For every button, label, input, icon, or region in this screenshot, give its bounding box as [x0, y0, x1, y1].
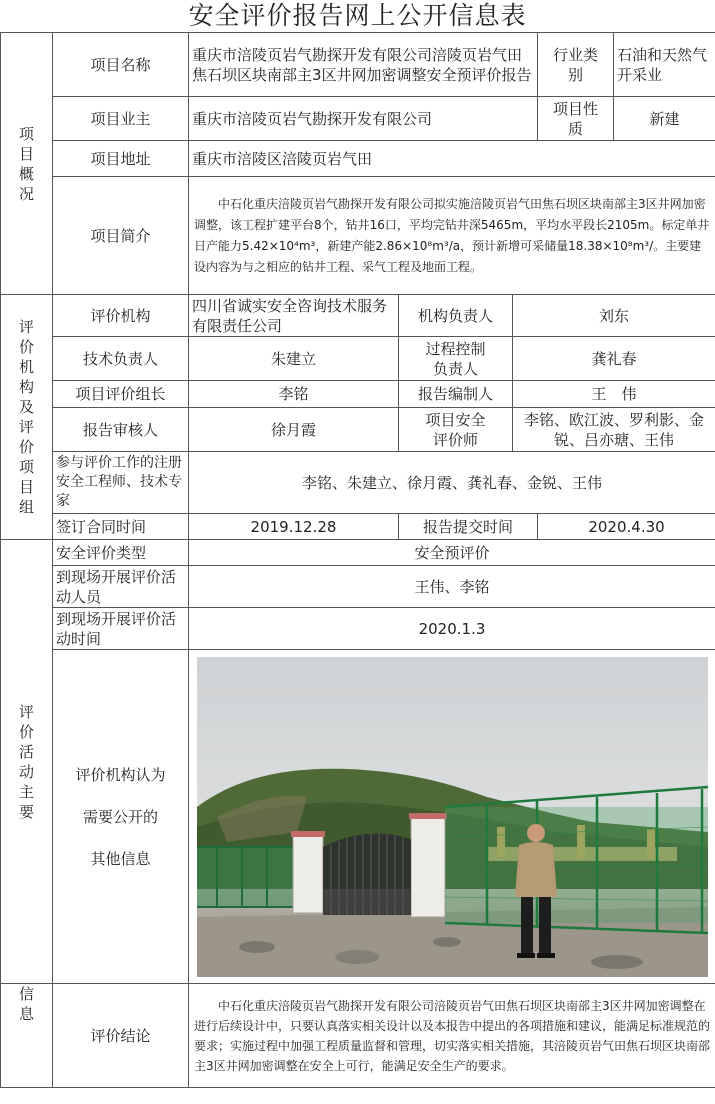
- project-name-value: 重庆市涪陵页岩气勘探开发有限公司涪陵页岩气田焦石坝区块南部主3区井网加密调整安全预评价报告: [189, 33, 538, 97]
- staff-label: 到现场开展评价活动人员: [53, 566, 189, 608]
- tech-label: 技术负责人: [53, 337, 189, 381]
- writer-label: 报告编制人: [399, 381, 513, 408]
- experts-value: 李铭、朱建立、徐月霞、龚礼春、金锐、王伟: [189, 452, 715, 514]
- submit-value: 2020.4.30: [538, 514, 715, 540]
- industry-value: 石油和天然气开采业: [614, 33, 715, 97]
- section-overview: 项目概况: [1, 33, 53, 295]
- conclusion-label: 评价结论: [53, 984, 189, 1088]
- photo-cell: [189, 650, 715, 984]
- project-name-label: 项目名称: [53, 33, 189, 97]
- tech-value: 朱建立: [189, 337, 399, 381]
- time-label: 到现场开展评价活动时间: [53, 608, 189, 650]
- contract-value: 2019.12.28: [189, 514, 399, 540]
- section-activity: 评价活动主要: [1, 540, 53, 984]
- staff-value: 王伟、李铭: [189, 566, 715, 608]
- section-info: 信息: [1, 984, 53, 1088]
- assessor-label: 项目安全评价师: [399, 408, 513, 452]
- reviewer-label: 报告审核人: [53, 408, 189, 452]
- time-value: 2020.1.3: [189, 608, 715, 650]
- other-info-line1: 评价机构认为: [75, 765, 166, 784]
- other-info-label: [53, 650, 189, 984]
- owner-label: 项目业主: [53, 97, 189, 141]
- section-org: 评价机构及评价项目组: [1, 295, 53, 540]
- process-value: 龚礼春: [513, 337, 715, 381]
- head-label: 机构负责人: [399, 295, 513, 337]
- leader-value: 李铭: [189, 381, 399, 408]
- address-label: 项目地址: [53, 141, 189, 177]
- intro-value: 中石化重庆涪陵页岩气勘探开发有限公司拟实施涪陵页岩气田焦石坝区块南部主3区井网加密调整，该工程扩建平台8个，钻井16口，平均完钻井深5465m，平均水平段长2105m。标定单井日产能力5.42×10⁴m³，新建产能2.86×10⁸m³/a，预计新增可采储量18.38×10⁸m³/。主要建设内容为与之相应的钻井工程、采气工程及地面工程。: [189, 177, 715, 295]
- type-label: 安全评价类型: [53, 540, 189, 566]
- intro-label: 项目简介: [53, 177, 189, 295]
- other-info-line2: 需要公开的: [82, 807, 158, 826]
- owner-value: 重庆市涪陵页岩气勘探开发有限公司: [189, 97, 538, 141]
- agency-label: 评价机构: [53, 295, 189, 337]
- submit-label: 报告提交时间: [399, 514, 538, 540]
- writer-value: 王 伟: [513, 381, 715, 408]
- experts-label: 参与评价工作的注册安全工程师、技术专家: [53, 452, 189, 514]
- agency-value: 四川省诚实安全咨询技术服务有限责任公司: [189, 295, 399, 337]
- nature-value: 新建: [614, 97, 715, 141]
- contract-label: 签订合同时间: [53, 514, 189, 540]
- info-table: [0, 32, 715, 1088]
- industry-label: 行业类别: [538, 33, 614, 97]
- process-label: 过程控制负责人: [399, 337, 513, 381]
- other-info-line3: 其他信息: [90, 849, 151, 868]
- reviewer-value: 徐月霞: [189, 408, 399, 452]
- site-photo: [197, 657, 708, 977]
- page-title: 安全评价报告网上公开信息表: [188, 1, 527, 30]
- type-value: 安全预评价: [189, 540, 715, 566]
- leader-label: 项目评价组长: [53, 381, 189, 408]
- assessor-value: 李铭、欧江波、罗利影、金锐、吕亦瑭、王伟: [513, 408, 715, 452]
- conclusion-value: 中石化重庆涪陵页岩气勘探开发有限公司涪陵页岩气田焦石坝区块南部主3区井网加密调整在进行后续设计中，只要认真落实相关设计以及本报告中提出的各项措施和建议，能满足标准规范的要求；实施过程中加强工程质量监督和管理，切实落实相关措施，其涪陵页岩气田焦石坝区块南部主3区井网加密调整在安全上可行，能满足安全生产的要求。: [189, 984, 715, 1088]
- nature-label: 项目性质: [538, 97, 614, 141]
- head-value: 刘东: [513, 295, 715, 337]
- address-value: 重庆市涪陵区涪陵页岩气田: [189, 141, 715, 177]
